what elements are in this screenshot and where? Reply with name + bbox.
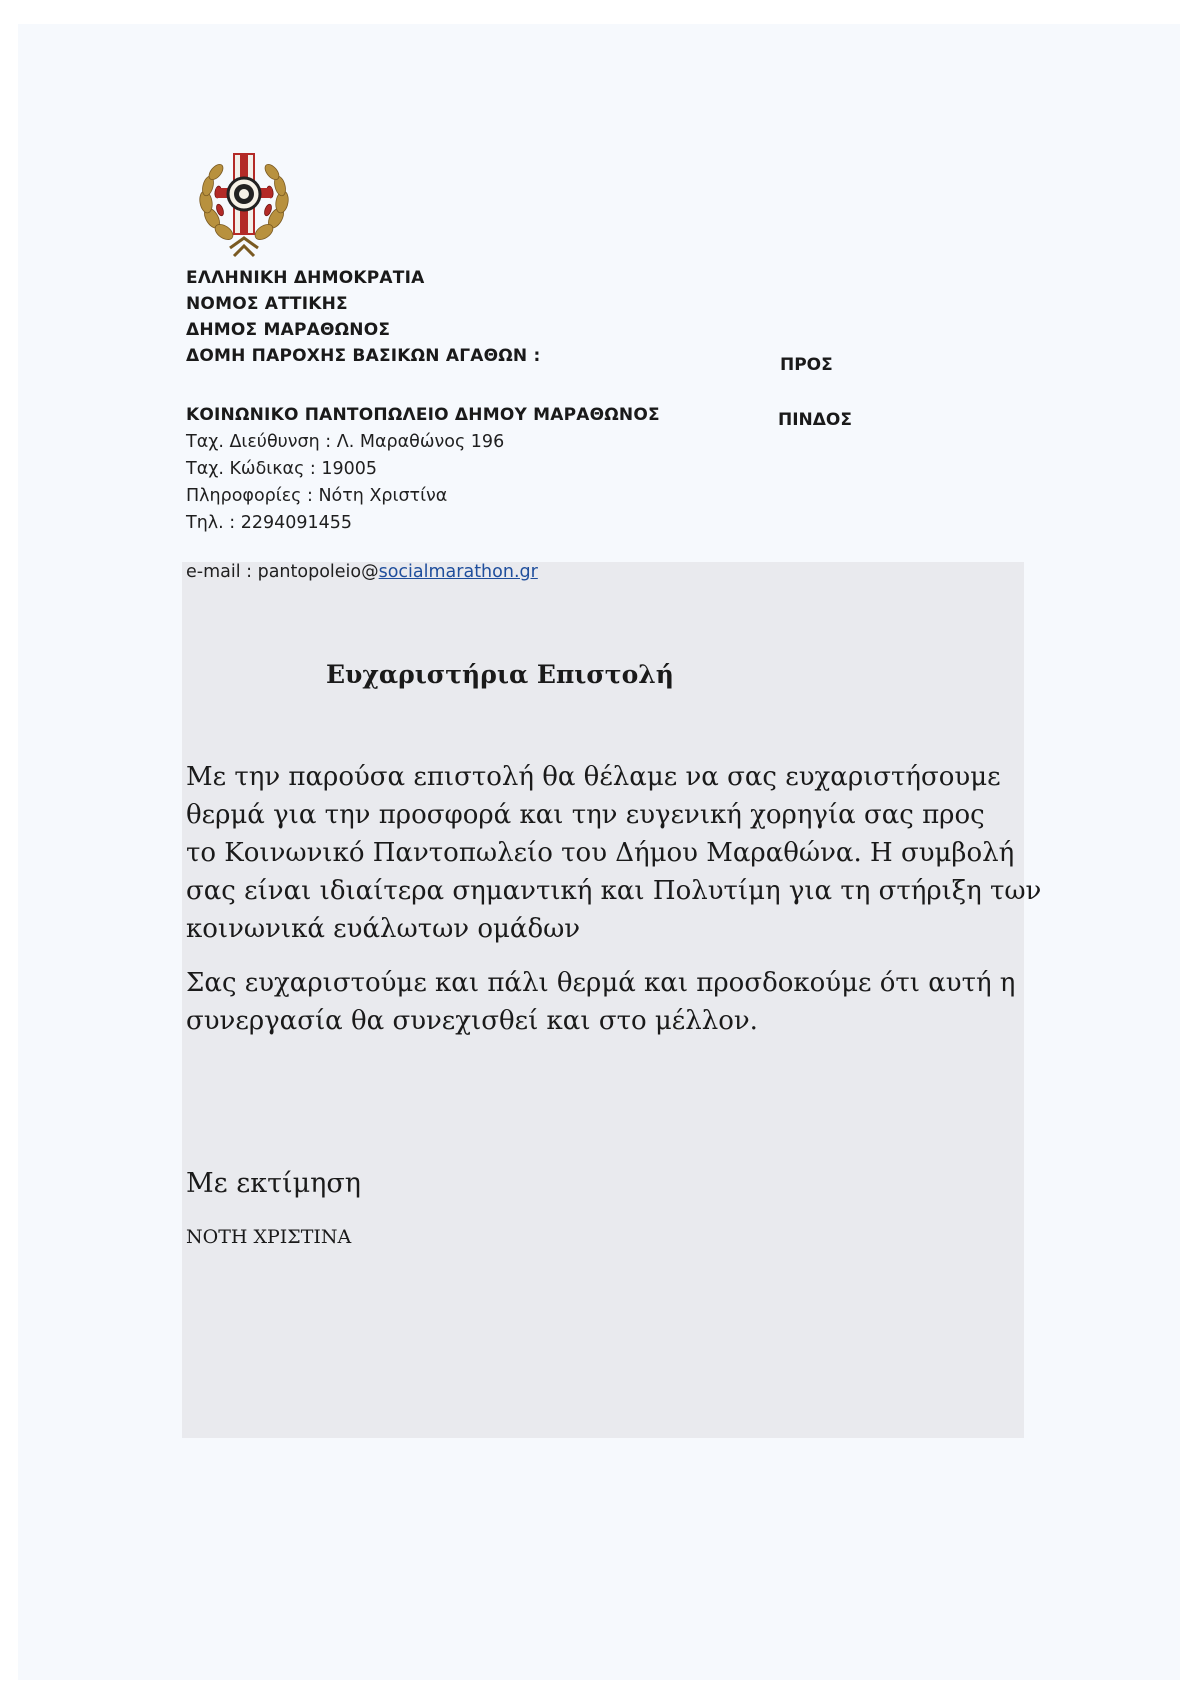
hellenic-republic-emblem-icon — [194, 148, 294, 264]
email-prefix: e-mail : pantopoleio@ — [186, 562, 379, 582]
letter-title: Ευχαριστήρια Επιστολή — [326, 660, 674, 689]
recipient-label: ΠΡΟΣ — [780, 355, 833, 375]
header-prefecture: ΝΟΜΟΣ ΑΤΤΙΚΗΣ — [186, 294, 348, 314]
body-line: Με την παρούσα επιστολή θα θέλαμε να σας ευχαριστήσουμε — [186, 762, 1001, 792]
signer-name: ΝΟΤΗ ΧΡΙΣΤΙΝΑ — [186, 1226, 352, 1248]
postal-code: Ταχ. Κώδικας : 19005 — [186, 459, 378, 479]
header-municipality: ΔΗΜΟΣ ΜΑΡΑΘΩΝΟΣ — [186, 320, 391, 340]
body-line: συνεργασία θα συνεχισθεί και στο μέλλον. — [186, 1006, 758, 1036]
body-line: κοινωνικά ευάλωτων ομάδων — [186, 914, 581, 944]
phone-number: Τηλ. : 2294091455 — [186, 513, 353, 533]
postal-address: Ταχ. Διεύθυνση : Λ. Μαραθώνος 196 — [186, 432, 505, 452]
header-republic: ΕΛΛΗΝΙΚΗ ΔΗΜΟΚΡΑΤΙΑ — [186, 268, 425, 288]
contact-info: Πληροφορίες : Νότη Χριστίνα — [186, 486, 448, 506]
recipient-name: ΠΙΝΔΟΣ — [778, 410, 853, 430]
body-line: Σας ευχαριστούμε και πάλι θερμά και προσδοκούμε ότι αυτή η — [186, 968, 1016, 998]
body-line: το Κοινωνικό Παντοπωλείο του Δήμου Μαραθώνα. Η συμβολή — [186, 838, 1015, 868]
email-link[interactable]: socialmarathon.gr — [378, 562, 538, 582]
email-line — [186, 562, 538, 582]
header-department: ΔΟΜΗ ΠΑΡΟΧΗΣ ΒΑΣΙΚΩΝ ΑΓΑΘΩΝ : — [186, 346, 541, 366]
organization-name: ΚΟΙΝΩΝΙΚΟ ΠΑΝΤΟΠΩΛΕΙΟ ΔΗΜΟΥ ΜΑΡΑΘΩΝΟΣ — [186, 405, 660, 425]
closing-phrase: Με εκτίμηση — [186, 1168, 361, 1199]
body-line: σας είναι ιδιαίτερα σημαντική και Πολυτίμη για τη στήριξη των — [186, 876, 1042, 906]
body-line: θερμά για την προσφορά και την ευγενική χορηγία σας προς — [186, 800, 985, 830]
scan-shaded-area — [182, 562, 1024, 1438]
